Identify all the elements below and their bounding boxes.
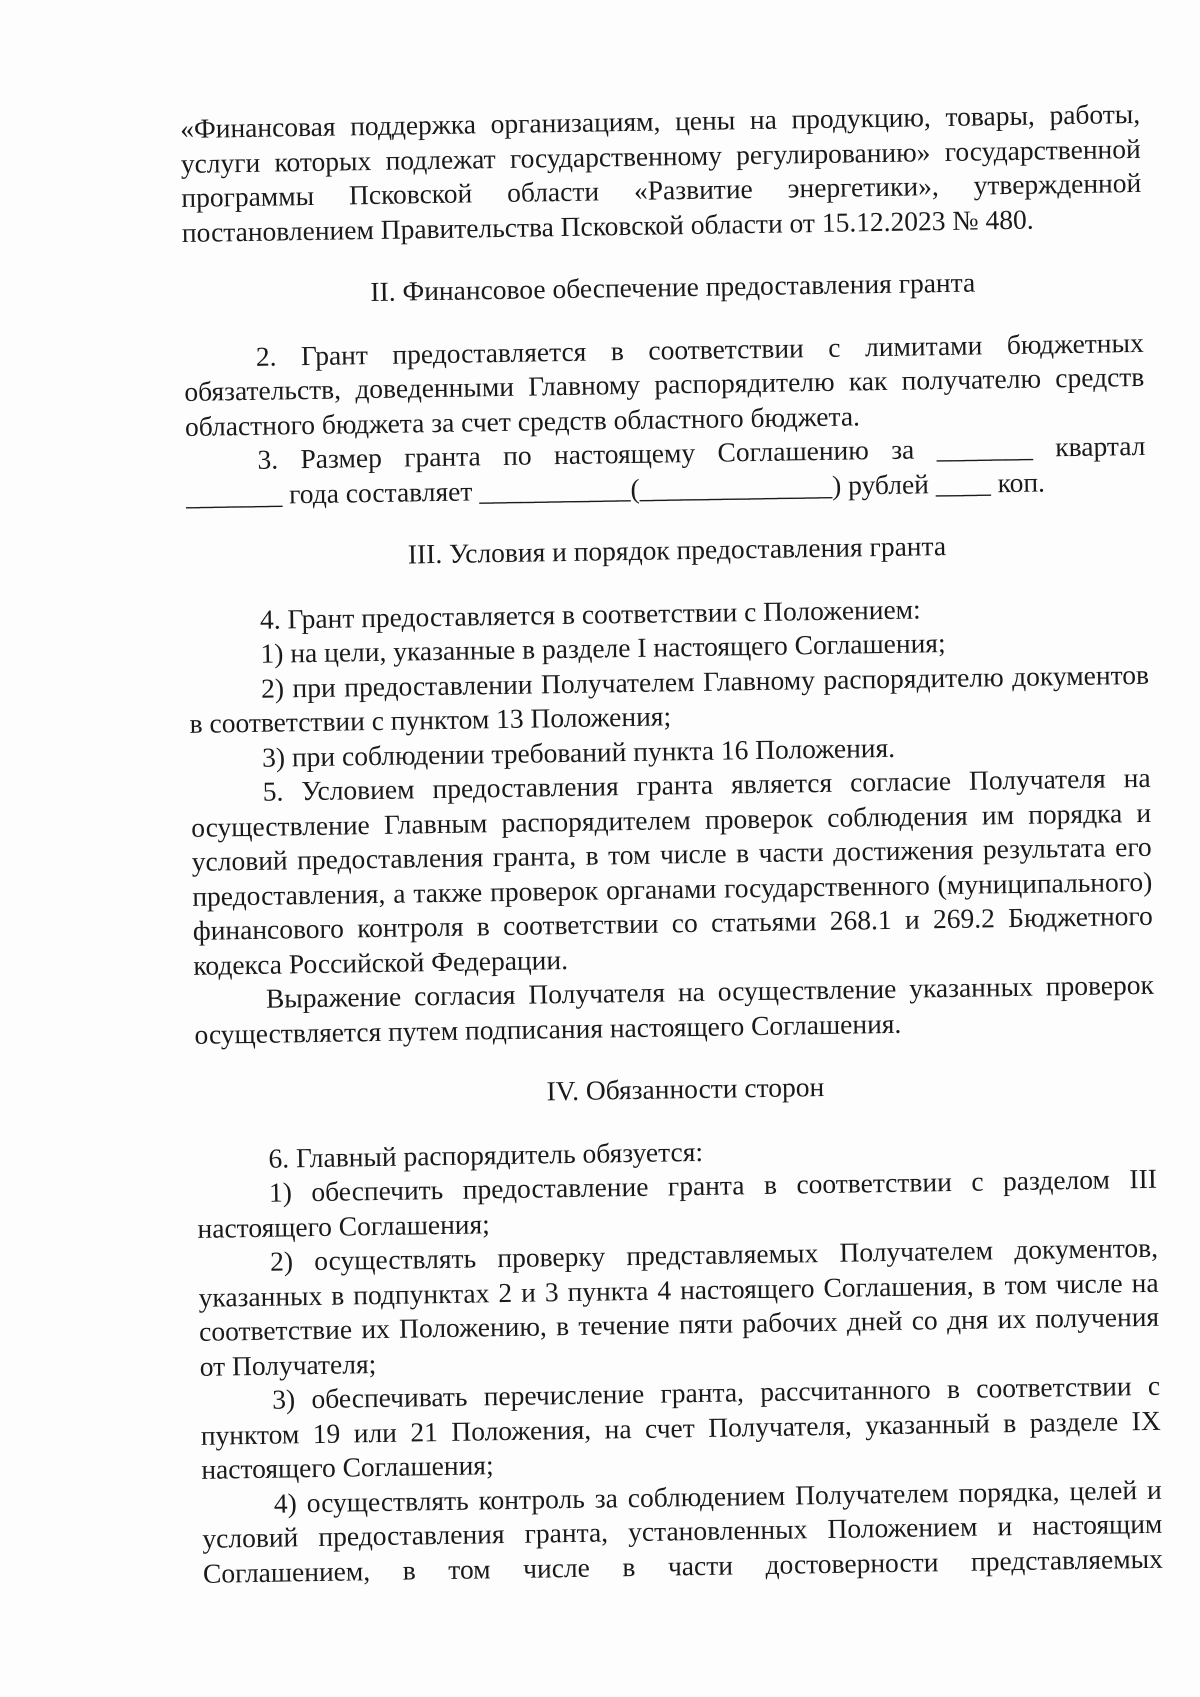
clause-4-item-2: 2) при предоставлении Получателем Главному распорядителю документов в соответствии с пунктом 13 Положения; (189, 658, 1150, 739)
section-3-title: III. Условия и порядок предоставления гранта (407, 530, 947, 570)
clause-5: 5. Условием предоставления гранта является согласие Получателя на осуществление Главным распорядителем проверок соблюдения им порядка и условий предоставления гранта, в том числе в части достижения результата его предоставления, а также проверок органами государственного (муниципального) финансового контроля в соответствии со статьями 268.1 и 269.2 Бюджетного кодекса Российской Федерации. (190, 761, 1153, 981)
clause-6-item-1: 1) обеспечить предоставление гранта в соответствии с разделом III настоящего Соглашения; (197, 1162, 1158, 1244)
intro-paragraph: «Финансовая поддержка организациям, цены на продукцию, товары, работы, услуги которых подлежат государственному регулированию» государственной программы Псковской области «Развитие энергетики», утвержденной постановлением Правительства Псковской области от 15.12.2023 № 480. (180, 97, 1142, 248)
clause-6: 6. Главный распорядитель обязуется: (268, 1135, 704, 1174)
clause-6-item-2: 2) осуществлять проверку представляемых Получателем документов, указанных в подпунктах 2 и 3 пункта 4 настоящего Соглашения, в том числе на соответствие их Положению, в течение пяти рабочих дней со дня их получения от Получателя; (198, 1231, 1160, 1382)
clause-4: 4. Грант предоставляется в соответствии с Положением: (259, 592, 921, 635)
clause-4-item-3: 3) при соблюдении требований пункта 16 Положения. (261, 731, 896, 773)
clause-6-item-3: 3) обеспечивать перечисление гранта, рассчитанного в соответствии с пунктом 19 или 21 Положения, на счет Получателя, указанный в разделе IX настоящего Соглашения; (200, 1369, 1161, 1485)
clause-3-line-2: _______ года составляет ___________(______________) рублей ____ коп. (185, 465, 1046, 511)
document-body (180, 97, 1163, 1591)
clause-2: 2. Грант предоставляется в соответствии с лимитами бюджетных обязательств, доведенными Главному распорядителю как получателю средств областного бюджета за счет средств областного бюджета. (184, 326, 1145, 442)
clause-4-item-1: 1) на цели, указанные в разделе I настоящего Соглашения; (260, 627, 946, 669)
clause-3-line-1: 3. Размер гранта по настоящему Соглашению за _______ квартал (257, 429, 1146, 475)
section-2-title: II. Финансовое обеспечение предоставления гранта (370, 266, 976, 308)
clause-5-consent: Выражение согласия Получателя на осуществление указанных проверок осуществляется путем подписания настоящего Соглашения. (194, 968, 1155, 1050)
clause-6-item-4: 4) осуществлять контроль за соблюдением Получателем порядка, целей и условий предоставления гранта, установленных Положением и настоящим Соглашением, в том числе в части достоверности представляемых (202, 1473, 1164, 1589)
section-4-title: IV. Обязанности сторон (546, 1071, 825, 1107)
